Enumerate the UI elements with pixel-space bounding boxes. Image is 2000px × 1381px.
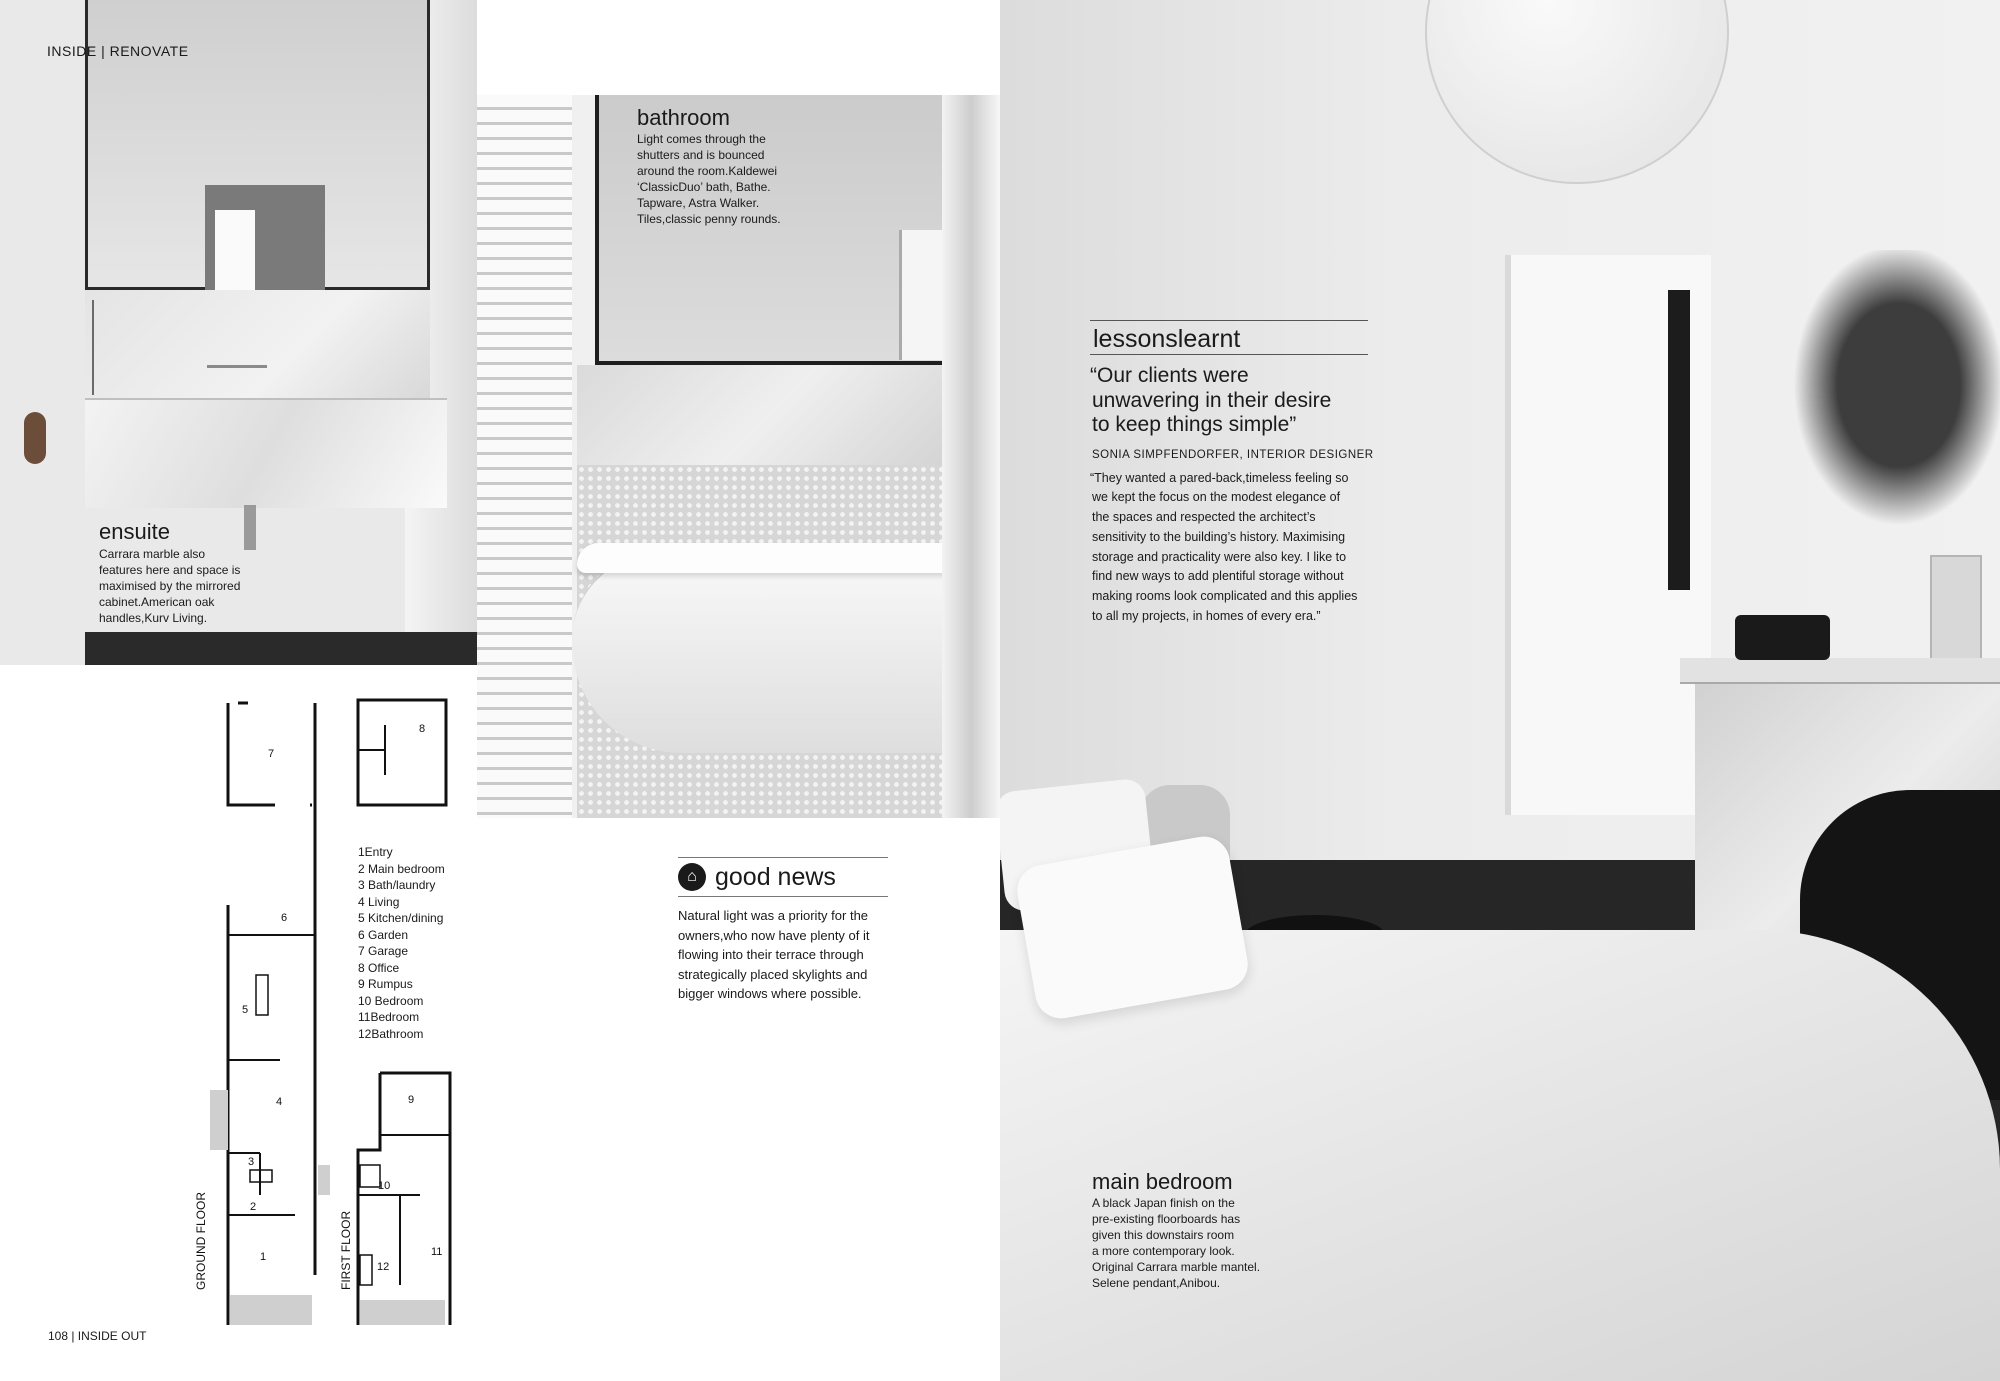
legend-item: 4 Living	[358, 894, 400, 909]
ensuite-caption	[99, 520, 299, 626]
house-heart-icon: ⌂	[678, 863, 706, 891]
section-header: INSIDE | RENOVATE	[47, 43, 189, 59]
first-floor-label: FIRST FLOOR	[339, 1210, 353, 1290]
main-bedroom-title: main bedroom	[1092, 1169, 1233, 1194]
plan-room-number: 11	[431, 1246, 443, 1258]
main-bedroom-text: A black Japan finish on the pre-existing floorboards has given this downstairs room a more contemporary look. Original Carrara marble mantel. Selene pendant,Anibou.	[1092, 1196, 1261, 1290]
plan-room-number: 3	[248, 1156, 255, 1168]
plan-room-number: 8	[419, 723, 426, 735]
legend-item: 8 Office	[358, 960, 400, 975]
plan-legend	[358, 844, 445, 1042]
good-news-title: good news	[715, 863, 836, 891]
legend-item: 7 Garage	[358, 944, 409, 958]
plan-room-number: 6	[281, 912, 288, 924]
good-news-text: Natural light was a priority for the owners,who now have plenty of it flowing into their terrace through strategically placed skylights and bigger windows where possible.	[678, 908, 870, 1001]
plan-room-number: 10	[378, 1180, 391, 1192]
plan-room-number: 5	[242, 1004, 249, 1016]
legend-item: 11Bedroom	[358, 1010, 420, 1024]
legend-item: 6 Garden	[358, 927, 409, 942]
legend-item: 10 Bedroom	[358, 993, 424, 1008]
legend-item: 2 Main bedroom	[358, 861, 445, 876]
good-news-box	[678, 857, 888, 1004]
lessons-learnt-panel	[1090, 320, 1390, 627]
legend-item: 3 Bath/laundry	[358, 878, 436, 892]
legend-item: 5 Kitchen/dining	[358, 911, 444, 925]
bathroom-caption	[637, 106, 827, 227]
plan-room-number: 4	[276, 1096, 283, 1108]
page-footer: 108 | INSIDE OUT	[48, 1329, 147, 1343]
plan-room-number: 2	[250, 1201, 257, 1213]
lessons-attribution: SONIA SIMPFENDORFER, INTERIOR DESIGNER	[1092, 448, 1374, 461]
plan-room-number: 1	[260, 1251, 267, 1263]
legend-item: 1Entry	[358, 845, 393, 859]
bathroom-text: Light comes through the shutters and is bounced around the room.Kaldewei ‘ClassicDuo’ bath, Bathe. Tapware, Astra Walker. Tiles,classic penny rounds.	[637, 132, 781, 226]
legend-item: 9 Rumpus	[358, 977, 413, 991]
bathroom-title: bathroom	[637, 105, 730, 130]
lessons-title: lessonslearnt	[1090, 320, 1368, 355]
lessons-quote: “Our clients were unwavering in their desire to keep things simple”	[1090, 364, 1332, 436]
plan-room-number: 7	[268, 748, 275, 760]
ground-floor-label: GROUND FLOOR	[194, 1191, 208, 1290]
lessons-body: “They wanted a pared-back,timeless feeling so we kept the focus on the modest elegance of the spaces and respected the architect’s sensitivity to the building’s history. Maximising storage and practicality were also key. I like to find new ways to add plentiful storage without making rooms look complicated and this applies to all my projects, in homes of every era.”	[1090, 470, 1358, 624]
main-bedroom-caption	[1092, 1170, 1292, 1291]
plan-room-number: 9	[408, 1094, 415, 1106]
ensuite-title: ensuite	[99, 519, 170, 544]
legend-item: 12Bathroom	[358, 1026, 424, 1041]
plan-room-number: 12	[377, 1261, 390, 1273]
ensuite-text: Carrara marble also features here and space is maximised by the mirrored cabinet.American oak handles,Kurv Living.	[99, 547, 241, 625]
